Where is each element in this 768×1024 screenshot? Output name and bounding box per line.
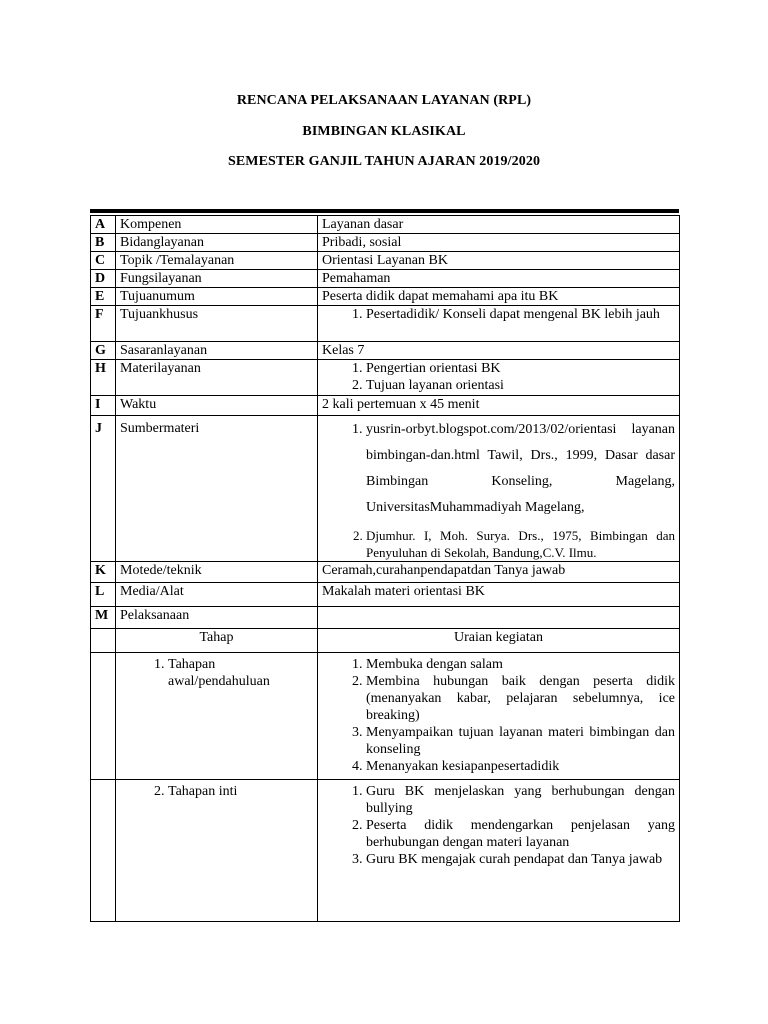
row-value bbox=[318, 360, 680, 396]
table-row bbox=[91, 416, 680, 562]
table-row bbox=[91, 629, 680, 653]
list-item: 2. Peserta didik mendengarkan penjelasan yang berhubungan dengan materi layanan bbox=[366, 817, 675, 851]
row-key: B bbox=[91, 234, 116, 252]
column-header-tahap: Tahap bbox=[116, 629, 318, 653]
table-row bbox=[91, 252, 680, 270]
row-label: Sasaranlayanan bbox=[116, 342, 318, 360]
list-item: 4. Menanyakan kesiapanpesertadidik bbox=[366, 758, 675, 775]
row-label: Fungsilayanan bbox=[116, 270, 318, 288]
document-subtitle: BIMBINGAN KLASIKAL bbox=[302, 124, 466, 139]
row-value: Layanan dasar bbox=[318, 216, 680, 234]
stage-cell bbox=[116, 653, 318, 780]
row-label: Tujuankhusus bbox=[116, 306, 318, 342]
table-row bbox=[91, 360, 680, 396]
row-label: Kompenen bbox=[116, 216, 318, 234]
table-row bbox=[91, 234, 680, 252]
row-value: Orientasi Layanan BK bbox=[318, 252, 680, 270]
row-key: F bbox=[91, 306, 116, 342]
empty-cell bbox=[91, 629, 116, 653]
row-label: Motede/teknik bbox=[116, 562, 318, 583]
list-item: 1. Pesertadidik/ Konseli dapat mengenal BK lebih jauh bbox=[366, 306, 675, 323]
empty-cell bbox=[91, 653, 116, 780]
row-key: C bbox=[91, 252, 116, 270]
row-value bbox=[318, 416, 680, 562]
row-label: Media/Alat bbox=[116, 583, 318, 607]
document-title: RENCANA PELAKSANAAN LAYANAN (RPL) bbox=[236, 93, 532, 108]
list-item: 3. Guru BK mengajak curah pendapat dan Tanya jawab bbox=[366, 851, 675, 868]
row-key: J bbox=[91, 416, 116, 562]
stage-name: 2. Tahapan inti bbox=[168, 783, 313, 800]
list-item: 2. Tujuan layanan orientasi bbox=[366, 377, 675, 394]
row-key: I bbox=[91, 396, 116, 416]
table-row bbox=[91, 342, 680, 360]
table-row bbox=[91, 306, 680, 342]
column-header-uraian: Uraian kegiatan bbox=[318, 629, 680, 653]
row-key: M bbox=[91, 607, 116, 629]
table-row bbox=[91, 216, 680, 234]
activity-cell bbox=[318, 653, 680, 780]
row-value: Makalah materi orientasi BK bbox=[318, 583, 680, 607]
activity-cell bbox=[318, 780, 680, 922]
row-value: Pemahaman bbox=[318, 270, 680, 288]
row-label: Sumbermateri bbox=[116, 416, 318, 562]
row-value: Pribadi, sosial bbox=[318, 234, 680, 252]
list-item: 2. Djumhur. I, Moh. Surya. Drs., 1975, Bimbingan dan Penyuluhan di Sekolah, Bandung,C.V. Ilmu. bbox=[366, 527, 675, 561]
row-key: E bbox=[91, 288, 116, 306]
table-row bbox=[91, 607, 680, 629]
list-item: 1. Pengertian orientasi BK bbox=[366, 360, 675, 377]
row-key: G bbox=[91, 342, 116, 360]
row-label: Bidanglayanan bbox=[116, 234, 318, 252]
row-key: H bbox=[91, 360, 116, 396]
row-value bbox=[318, 306, 680, 342]
row-label: Topik /Temalayanan bbox=[116, 252, 318, 270]
row-key: K bbox=[91, 562, 116, 583]
row-value: Kelas 7 bbox=[318, 342, 680, 360]
row-label: Materilayanan bbox=[116, 360, 318, 396]
row-value: Peserta didik dapat memahami apa itu BK bbox=[318, 288, 680, 306]
stage-name: 1. Tahapan awal/pendahuluan bbox=[168, 656, 313, 690]
list-item: 3. Menyampaikan tujuan layanan materi bimbingan dan konseling bbox=[366, 724, 675, 758]
row-label: Pelaksanaan bbox=[116, 607, 318, 629]
row-value: 2 kali pertemuan x 45 menit bbox=[318, 396, 680, 416]
stage-cell bbox=[116, 780, 318, 922]
list-item: 2. Membina hubungan baik dengan peserta didik (menanyakan kabar, pelajaran sebelumnya, ice breaking) bbox=[366, 673, 675, 724]
list-item: 1. Guru BK menjelaskan yang berhubungan dengan bullying bbox=[366, 783, 675, 817]
table-row bbox=[91, 780, 680, 922]
row-value: Ceramah,curahanpendapatdan Tanya jawab bbox=[318, 562, 680, 583]
row-key: L bbox=[91, 583, 116, 607]
list-item: 1. Membuka dengan salam bbox=[366, 656, 675, 673]
row-label: Waktu bbox=[116, 396, 318, 416]
document-semester: SEMESTER GANJIL TAHUN AJARAN 2019/2020 bbox=[227, 154, 541, 169]
table-row bbox=[91, 288, 680, 306]
table-top-rule bbox=[90, 209, 679, 213]
table-row bbox=[91, 270, 680, 288]
row-key: A bbox=[91, 216, 116, 234]
rpl-table bbox=[90, 215, 680, 922]
table-row bbox=[91, 653, 680, 780]
list-item: 1. yusrin-orbyt.blogspot.com/2013/02/orientasi layanan bimbingan-dan.html Tawil, Drs., 1999, Dasar dasar Bimbingan Konseling, Magelang, UniversitasMuhammadiyah Magelang, bbox=[366, 417, 675, 521]
empty-cell bbox=[91, 780, 116, 922]
table-row bbox=[91, 583, 680, 607]
row-value bbox=[318, 607, 680, 629]
table-row bbox=[91, 396, 680, 416]
row-label: Tujuanumum bbox=[116, 288, 318, 306]
row-key: D bbox=[91, 270, 116, 288]
table-row bbox=[91, 562, 680, 583]
